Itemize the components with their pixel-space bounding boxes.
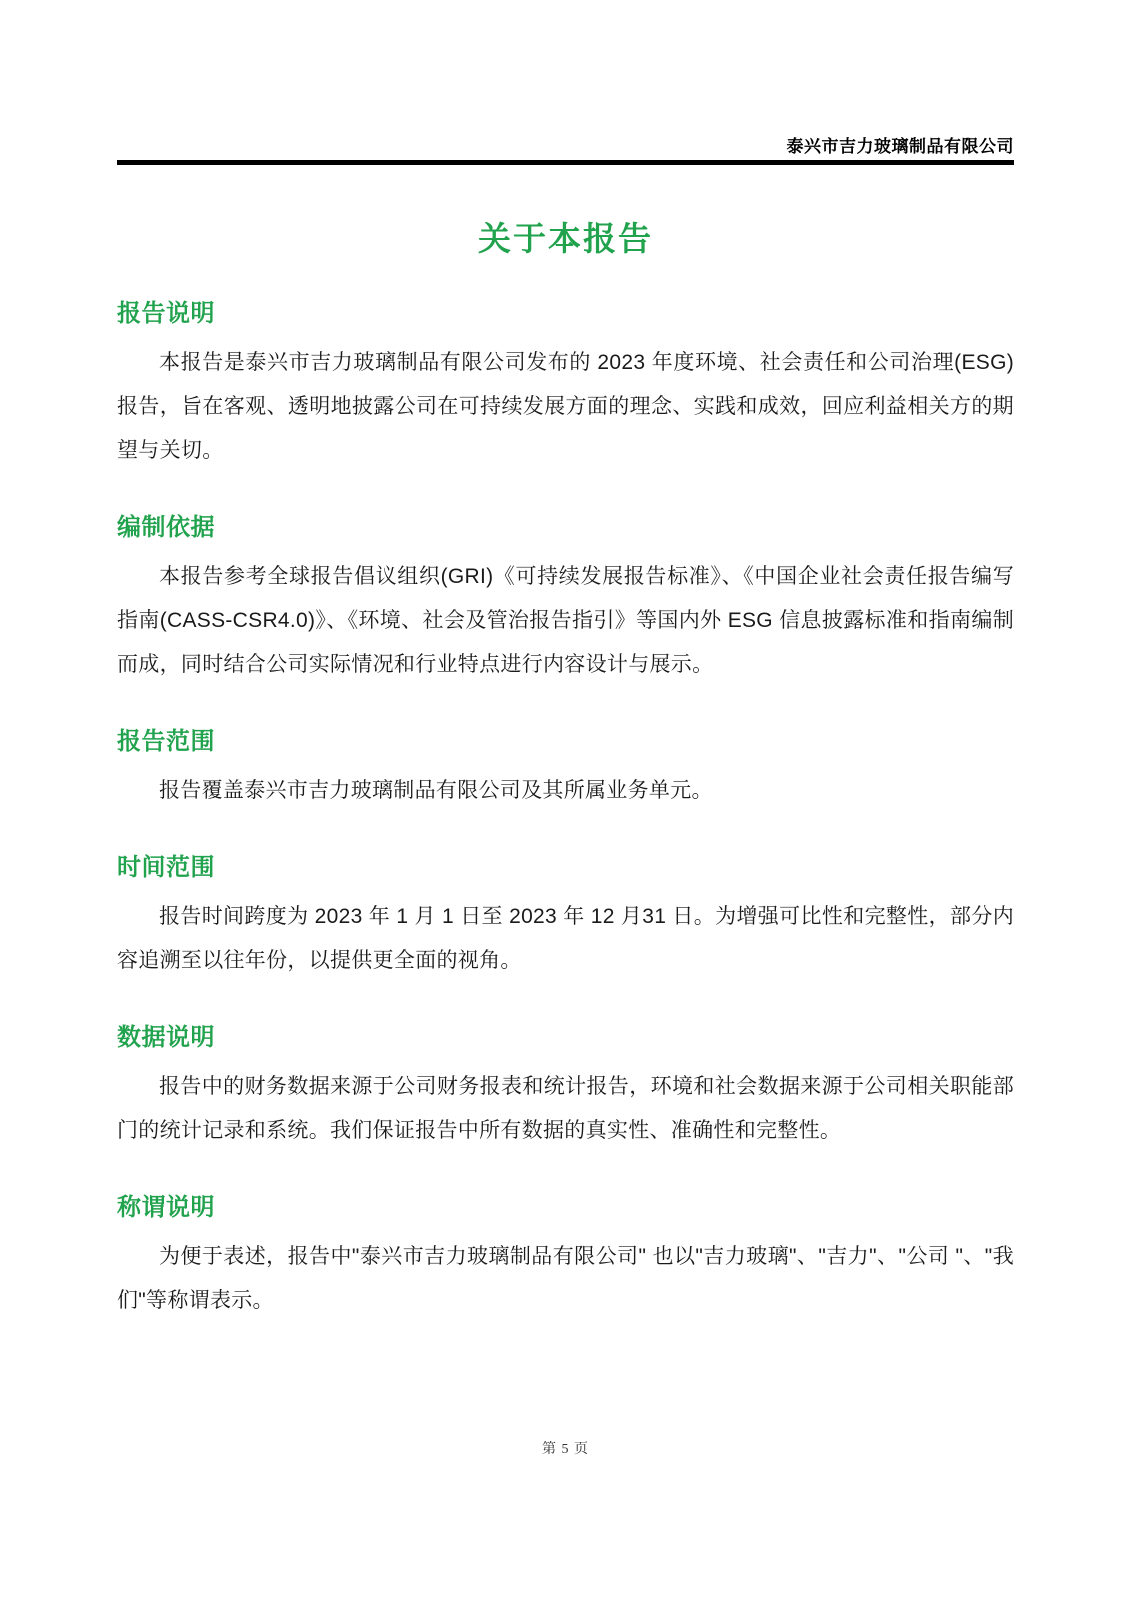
section-body: 报告时间跨度为 2023 年 1 月 1 日至 2023 年 12 月31 日。为增强可比性和完整性，部分内容追溯至以往年份，以提供更全面的视角。 — [117, 905, 1014, 972]
section-body: 本报告是泰兴市吉力玻璃制品有限公司发布的 2023 年度环境、社会责任和公司治理(ESG)报告，旨在客观、透明地披露公司在可持续发展方面的理念、实践和成效，回应利益相关方的期望与关切。 — [117, 351, 1014, 462]
section-heading: 时间范围 — [117, 854, 215, 881]
header-rule-divider — [117, 160, 1014, 165]
section-body: 为便于表述，报告中"泰兴市吉力玻璃制品有限公司" 也以"吉力玻璃"、"吉力"、"公司 "、"我们"等称谓表示。 — [117, 1245, 1014, 1312]
section-terminology — [117, 1193, 1014, 1323]
section-compilation-basis — [117, 513, 1014, 687]
page-number: 第 5 页 — [542, 1442, 589, 1457]
section-heading: 称谓说明 — [117, 1194, 215, 1221]
section-time-range — [117, 853, 1014, 983]
section-report-description — [117, 299, 1014, 473]
section-heading: 编制依据 — [117, 514, 215, 541]
section-heading: 报告范围 — [117, 728, 215, 755]
page-header — [117, 0, 1014, 165]
section-body: 报告覆盖泰兴市吉力玻璃制品有限公司及其所属业务单元。 — [159, 779, 713, 802]
section-body: 本报告参考全球报告倡议组织(GRI)《可持续发展报告标准》、《中国企业社会责任报告编写指南(CASS-CSR4.0)》、《环境、社会及管治报告指引》等国内外 ESG 信息披露标准和指南编制而成，同时结合公司实际情况和行业特点进行内容设计与展示。 — [117, 565, 1014, 676]
company-name: 泰兴市吉力玻璃制品有限公司 — [786, 137, 1014, 156]
page-footer — [0, 1438, 1131, 1458]
section-body: 报告中的财务数据来源于公司财务报表和统计报告，环境和社会数据来源于公司相关职能部门的统计记录和系统。我们保证报告中所有数据的真实性、准确性和完整性。 — [117, 1075, 1014, 1142]
section-data-description — [117, 1023, 1014, 1153]
section-heading: 报告说明 — [117, 300, 215, 327]
page-title: 关于本报告 — [478, 220, 653, 257]
section-heading: 数据说明 — [117, 1024, 215, 1051]
section-report-scope — [117, 727, 1014, 813]
